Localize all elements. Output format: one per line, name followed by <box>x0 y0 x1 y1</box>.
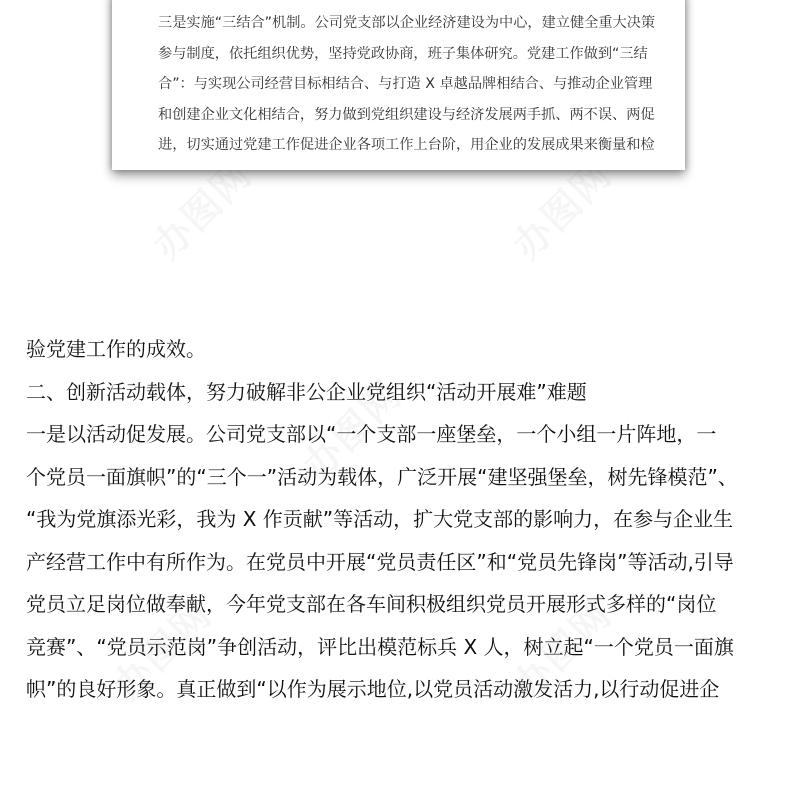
body-line: 一是以活动促发展。公司党支部以“一个支部一座堡垒，一个小组一片阵地，一 <box>26 422 717 446</box>
section-heading: 二、创新活动载体，努力破解非公企业党组织“活动开展难”难题 <box>26 379 587 404</box>
card-paragraph <box>158 8 658 161</box>
body-line: 个党员一面旗帜”的“三个一”活动为载体，广泛开展“建坚强堡垒，树先锋模范”、 <box>26 464 738 489</box>
document-page-card <box>112 0 685 170</box>
body-line: 验党建工作的成效。 <box>26 337 206 361</box>
watermark: 办图网 <box>504 151 621 268</box>
watermark: 办图网 <box>504 591 621 708</box>
watermark: 办图网 <box>144 151 261 268</box>
card-line: 参与制度，依托组织优势，坚持党政协商，班子集体研究。党建工作做到“三结 <box>158 45 648 62</box>
body-line: 产经营工作中有所作为。在党员中开展“党员责任区”和“党员先锋岗”等活动,引导 <box>26 549 734 574</box>
body-line: 党员立足岗位做奉献，今年党支部在各车间积极组织党员开展形式多样的“岗位 <box>26 592 717 616</box>
body-line: 帜”的良好形象。真正做到“以作为展示地位,以党员活动激发活力,以行动促进企 <box>26 677 720 701</box>
watermark: 办图网 <box>104 591 221 708</box>
card-line: 进，切实通过党建工作促进企业各项工作上台阶，用企业的发展成果来衡量和检 <box>158 137 655 153</box>
body-paragraph <box>26 328 778 711</box>
body-line: 竞赛”、“党员示范岗”争创活动，评比出模范标兵 X 人，树立起“一个党员一面旗 <box>26 634 734 659</box>
card-line: 和创建企业文化相结合，努力做到党组织建设与经济发展两手抓、两不误、两促 <box>158 106 655 123</box>
watermark: 办图网 <box>294 371 411 488</box>
card-line: 合”：与实现公司经营目标相结合、与打造 X 卓越品牌相结合、与推动企业管理 <box>158 76 653 92</box>
body-line: “我为党旗添光彩，我为 X 作贡献”等活动，扩大党支部的影响力，在参与企业生 <box>26 507 734 531</box>
card-line: 三是实施“三结合”机制。公司党支部以企业经济建设为中心，建立健全重大决策 <box>158 15 656 31</box>
